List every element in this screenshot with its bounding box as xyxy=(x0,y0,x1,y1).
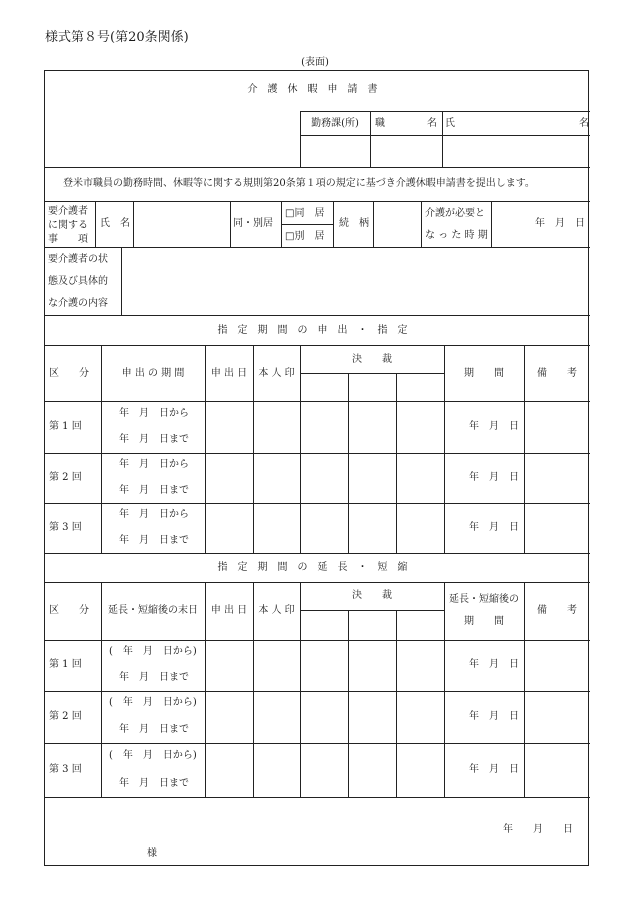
s1-row1-from[interactable]: 年 月 日から xyxy=(119,408,189,419)
care-name-input[interactable] xyxy=(134,202,230,247)
statement: 登米市職員の勤務時間、休暇等に関する規則第20条第１項の規定に基づき介護休暇申請書を提出します。 xyxy=(63,178,535,189)
condition-label-3: な介護の内容 xyxy=(48,298,108,309)
s2-row1-label: 第 1 回 xyxy=(49,659,82,670)
s1-row2-date[interactable]: 年 月 日 xyxy=(469,472,519,483)
s2-col-remarks: 備 考 xyxy=(537,605,577,616)
s2-row3-date[interactable]: 年 月 日 xyxy=(469,764,519,775)
s1-row3-date[interactable]: 年 月 日 xyxy=(469,522,519,533)
s1-col-filed: 申 出 日 xyxy=(210,368,248,379)
name-label-2: 名 xyxy=(579,118,589,129)
s1-row1-to[interactable]: 年 月 日まで xyxy=(119,434,189,445)
s1-row2-label: 第 2 回 xyxy=(49,472,82,483)
option-separate[interactable] xyxy=(285,230,324,244)
job-label-2: 名 xyxy=(427,118,437,129)
living-label: 同・別居 xyxy=(233,218,273,229)
s1-row1-label: 第 1 回 xyxy=(49,421,82,432)
s2-col-term-1: 延長・短縮後の xyxy=(449,594,519,605)
need-label-1: 介護が必要と xyxy=(425,208,485,219)
s2-col-decision: 決 裁 xyxy=(352,590,392,601)
care-label-2: に関する xyxy=(48,220,88,231)
care-label-1: 要介護者 xyxy=(48,206,88,217)
s2-row1-to[interactable]: 年 月 日まで xyxy=(119,672,189,683)
s2-row1-from[interactable]: ( 年 月 日から) xyxy=(109,646,197,657)
job-label-1: 職 xyxy=(375,118,385,129)
relation-input[interactable] xyxy=(374,202,421,247)
s1-col-category: 区 分 xyxy=(49,368,89,379)
s2-col-category: 区 分 xyxy=(49,605,89,616)
care-label-3: 事 項 xyxy=(48,234,88,245)
s2-col-filed: 申 出 日 xyxy=(210,605,248,616)
need-label-2: な っ た 時 期 xyxy=(425,230,488,241)
s1-row1-date[interactable]: 年 月 日 xyxy=(469,421,519,432)
name-label-1: 氏 xyxy=(445,118,455,129)
s1-row2-from[interactable]: 年 月 日から xyxy=(119,459,189,470)
option-same[interactable] xyxy=(285,207,324,221)
s2-row3-to[interactable]: 年 月 日まで xyxy=(119,778,189,789)
condition-label-2: 態及び具体的 xyxy=(48,276,108,287)
s1-row3-from[interactable]: 年 月 日から xyxy=(119,509,189,520)
s1-col-term: 期 間 xyxy=(464,368,504,379)
s2-row3-from[interactable]: ( 年 月 日から) xyxy=(109,750,197,761)
job-input[interactable] xyxy=(371,136,442,167)
s1-row2-to[interactable]: 年 月 日まで xyxy=(119,485,189,496)
condition-input[interactable] xyxy=(122,248,589,315)
footer-date[interactable]: 年 月 日 xyxy=(503,824,573,835)
s1-row3-to[interactable]: 年 月 日まで xyxy=(119,535,189,546)
s2-row2-to[interactable]: 年 月 日まで xyxy=(119,724,189,735)
s1-col-period: 申 出 の 期 間 xyxy=(121,368,185,379)
s2-row3-label: 第 3 回 xyxy=(49,764,82,775)
s2-row2-from[interactable]: ( 年 月 日から) xyxy=(109,697,197,708)
condition-label-1: 要介護者の状 xyxy=(48,254,108,265)
addressee-suffix: 様 xyxy=(147,848,157,859)
s2-col-term-2: 期 間 xyxy=(464,616,504,627)
s1-col-decision: 決 裁 xyxy=(352,354,392,365)
option-same-label: 同 居 xyxy=(294,208,325,219)
section2-title: 指定期間の延長・短縮 xyxy=(217,562,418,573)
s1-row3-label: 第 3 回 xyxy=(49,522,82,533)
need-date[interactable]: 年 月 日 xyxy=(535,218,585,229)
doc-title: 介護休暇申請書 xyxy=(247,84,388,95)
option-separate-label: 別 居 xyxy=(294,231,325,242)
s2-row2-label: 第 2 回 xyxy=(49,711,82,722)
dept-label: 勤務課(所) xyxy=(311,118,359,129)
s1-col-remarks: 備 考 xyxy=(537,368,577,379)
side-label: (表面) xyxy=(301,57,329,68)
s2-row1-date[interactable]: 年 月 日 xyxy=(469,659,519,670)
form-number: 様式第８号(第20条関係) xyxy=(45,30,189,45)
s2-col-seal: 本 人 印 xyxy=(258,605,295,616)
s2-row2-date[interactable]: 年 月 日 xyxy=(469,711,519,722)
dept-input[interactable] xyxy=(301,136,370,167)
s1-col-seal: 本 人 印 xyxy=(258,368,295,379)
same-checkbox[interactable]: □ xyxy=(285,208,295,219)
application-form xyxy=(44,70,589,866)
relation-label: 続 柄 xyxy=(339,218,369,229)
section1-title: 指定期間の申出・指定 xyxy=(217,325,418,336)
s2-col-enddate: 延長・短縮後の末日 xyxy=(108,605,198,616)
care-name-label: 氏 名 xyxy=(100,218,130,229)
separate-checkbox[interactable]: □ xyxy=(285,231,295,242)
name-input[interactable] xyxy=(443,136,589,167)
